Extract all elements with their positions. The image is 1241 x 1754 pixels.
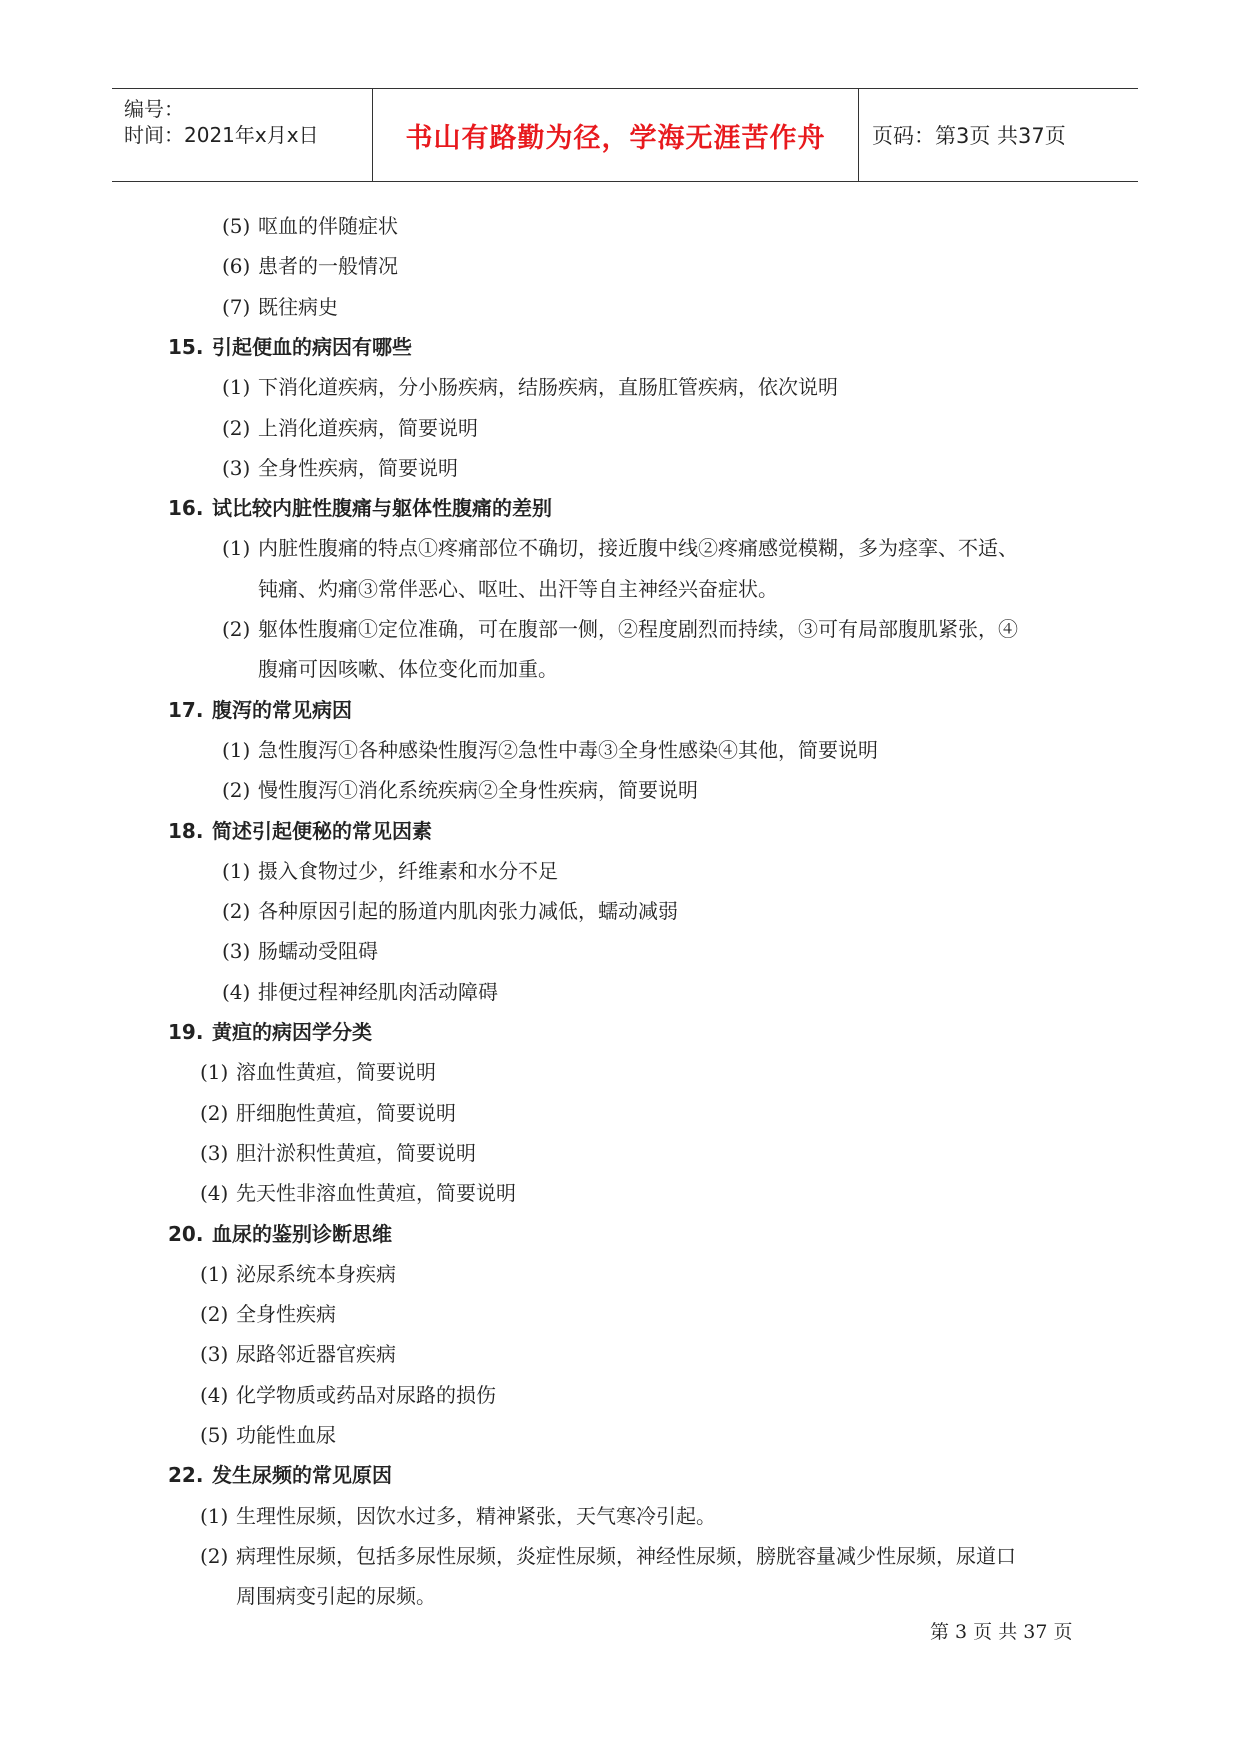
item-text: 全身性疾病，简要说明	[258, 455, 458, 480]
question-text: 引起便血的病因有哪些	[212, 334, 412, 359]
item-number: (2)	[222, 899, 251, 924]
item-text: 胆汁淤积性黄疸，简要说明	[236, 1140, 476, 1165]
item-text: 呕血的伴随症状	[258, 214, 398, 238]
item-number: (3)	[222, 939, 251, 964]
item-text: 泌尿系统本身疾病	[236, 1261, 396, 1286]
item-number: (2)	[222, 617, 251, 641]
list-item	[222, 976, 498, 1005]
item-number: (1)	[222, 737, 251, 762]
header-meta	[112, 89, 372, 181]
list-item	[200, 1338, 396, 1367]
item-text: 上消化道疾病，简要说明	[258, 415, 478, 440]
item-number: (3)	[222, 455, 251, 480]
item-text: 摄入食物过少，纤维素和水分不足	[258, 858, 558, 883]
list-item	[222, 613, 1018, 642]
list-item	[200, 1056, 436, 1085]
question-number: 19.	[168, 1020, 204, 1044]
question-text: 发生尿频的常见原因	[212, 1463, 392, 1488]
item-continuation: 周围病变引起的尿频。	[236, 1584, 436, 1609]
list-item	[222, 855, 558, 884]
item-number: (4)	[200, 1382, 229, 1407]
header-page-label: 页码：第3页 共37页	[872, 124, 1066, 148]
item-number: (2)	[222, 415, 251, 440]
item-continuation: 腹痛可因咳嗽、体位变化而加重。	[258, 657, 558, 682]
list-item	[200, 1500, 716, 1529]
item-text: 生理性尿频，因饮水过多，精神紧张，天气寒冷引起。	[236, 1503, 716, 1528]
item-text: 既往病史	[258, 294, 338, 319]
item-number: (2)	[200, 1100, 229, 1125]
question-text: 黄疸的病因学分类	[212, 1020, 372, 1044]
item-text: 溶血性黄疸，简要说明	[236, 1060, 436, 1085]
question-number: 22.	[168, 1463, 204, 1488]
list-item	[222, 452, 458, 481]
question-number: 20.	[168, 1221, 204, 1246]
question-number: 16.	[168, 496, 204, 521]
item-number: (2)	[222, 778, 251, 803]
list-item	[200, 1177, 516, 1206]
item-text: 先天性非溶血性黄疸，简要说明	[236, 1181, 516, 1206]
list-item	[200, 1419, 336, 1448]
item-text: 内脏性腹痛的特点①疼痛部位不确切，接近腹中线②疼痛感觉模糊，多为痉挛、不适、	[258, 536, 1018, 561]
date-label: 时间：2021年x月x日	[124, 123, 319, 147]
question-heading	[168, 694, 352, 723]
item-text: 慢性腹泻①消化系统疾病②全身性疾病，简要说明	[258, 778, 698, 803]
item-continuation: 钝痛、灼痛③常伴恶心、呕吐、出汗等自主神经兴奋症状。	[258, 576, 778, 601]
question-number: 15.	[168, 334, 204, 359]
item-number: (3)	[200, 1140, 229, 1165]
item-text: 各种原因引起的肠道内肌肉张力减低，蠕动减弱	[258, 899, 678, 924]
list-item	[200, 1258, 396, 1287]
item-number: (3)	[200, 1342, 229, 1367]
item-text: 功能性血尿	[236, 1423, 336, 1447]
item-number: (5)	[222, 214, 251, 238]
item-number: (4)	[222, 979, 251, 1004]
list-item	[200, 1379, 496, 1408]
question-heading	[168, 492, 552, 521]
page-footer: 第 3 页 共 37 页	[930, 1621, 1073, 1643]
header-page-cell	[860, 89, 1150, 181]
question-heading	[168, 331, 412, 360]
item-text: 病理性尿频，包括多尿性尿频，炎症性尿频，神经性尿频，膀胱容量减少性尿频，尿道口	[236, 1543, 1016, 1568]
list-item	[222, 935, 378, 964]
item-text: 肝细胞性黄疸，简要说明	[236, 1100, 456, 1125]
list-item	[222, 250, 398, 279]
item-text: 肠蠕动受阻碍	[258, 939, 378, 964]
motto: 书山有路勤为径，学海无涯苦作舟	[405, 122, 826, 154]
question-heading	[168, 815, 432, 844]
list-item	[222, 412, 478, 441]
question-text: 试比较内脏性腹痛与躯体性腹痛的差别	[212, 496, 552, 521]
item-number: (1)	[200, 1503, 229, 1528]
list-item	[222, 371, 838, 400]
item-text: 躯体性腹痛①定位准确，可在腹部一侧，②程度剧烈而持续，③可有局部腹肌紧张，④	[258, 617, 1018, 641]
list-item	[222, 895, 678, 924]
item-text: 尿路邻近器官疾病	[236, 1342, 396, 1367]
question-heading	[168, 1218, 392, 1247]
item-number: (2)	[200, 1302, 229, 1327]
list-item	[200, 1298, 336, 1327]
list-item	[200, 1137, 476, 1166]
item-number: (4)	[200, 1181, 229, 1206]
list-item	[222, 210, 398, 239]
item-number: (6)	[222, 254, 251, 279]
item-number: (1)	[222, 375, 251, 400]
list-item	[222, 532, 1018, 561]
item-number: (2)	[200, 1543, 229, 1568]
question-heading	[168, 1459, 392, 1488]
item-text: 急性腹泻①各种感染性腹泻②急性中毒③全身性感染④其他，简要说明	[258, 737, 878, 762]
item-number: (5)	[200, 1423, 229, 1447]
list-item	[200, 1540, 1016, 1569]
item-number: (1)	[200, 1060, 229, 1085]
question-number: 18.	[168, 818, 204, 843]
item-text: 全身性疾病	[236, 1302, 336, 1327]
item-text: 患者的一般情况	[258, 254, 398, 279]
list-item	[222, 291, 338, 320]
item-text: 化学物质或药品对尿路的损伤	[236, 1382, 496, 1407]
list-item	[222, 734, 878, 763]
item-number: (1)	[200, 1261, 229, 1286]
item-number: (1)	[222, 858, 251, 883]
question-number: 17.	[168, 697, 204, 722]
page-header	[112, 88, 1138, 182]
serial-label: 编号：	[124, 97, 184, 121]
header-motto-cell	[372, 89, 859, 181]
question-text: 简述引起便秘的常见因素	[212, 818, 432, 843]
item-number: (7)	[222, 294, 251, 319]
question-text: 血尿的鉴别诊断思维	[212, 1221, 392, 1246]
list-item	[200, 1097, 456, 1126]
item-number: (1)	[222, 536, 251, 561]
question-text: 腹泻的常见病因	[212, 697, 352, 722]
list-item	[222, 774, 698, 803]
item-text: 排便过程神经肌肉活动障碍	[258, 979, 498, 1004]
question-heading	[168, 1016, 372, 1045]
item-text: 下消化道疾病，分小肠疾病，结肠疾病，直肠肛管疾病，依次说明	[258, 375, 838, 400]
